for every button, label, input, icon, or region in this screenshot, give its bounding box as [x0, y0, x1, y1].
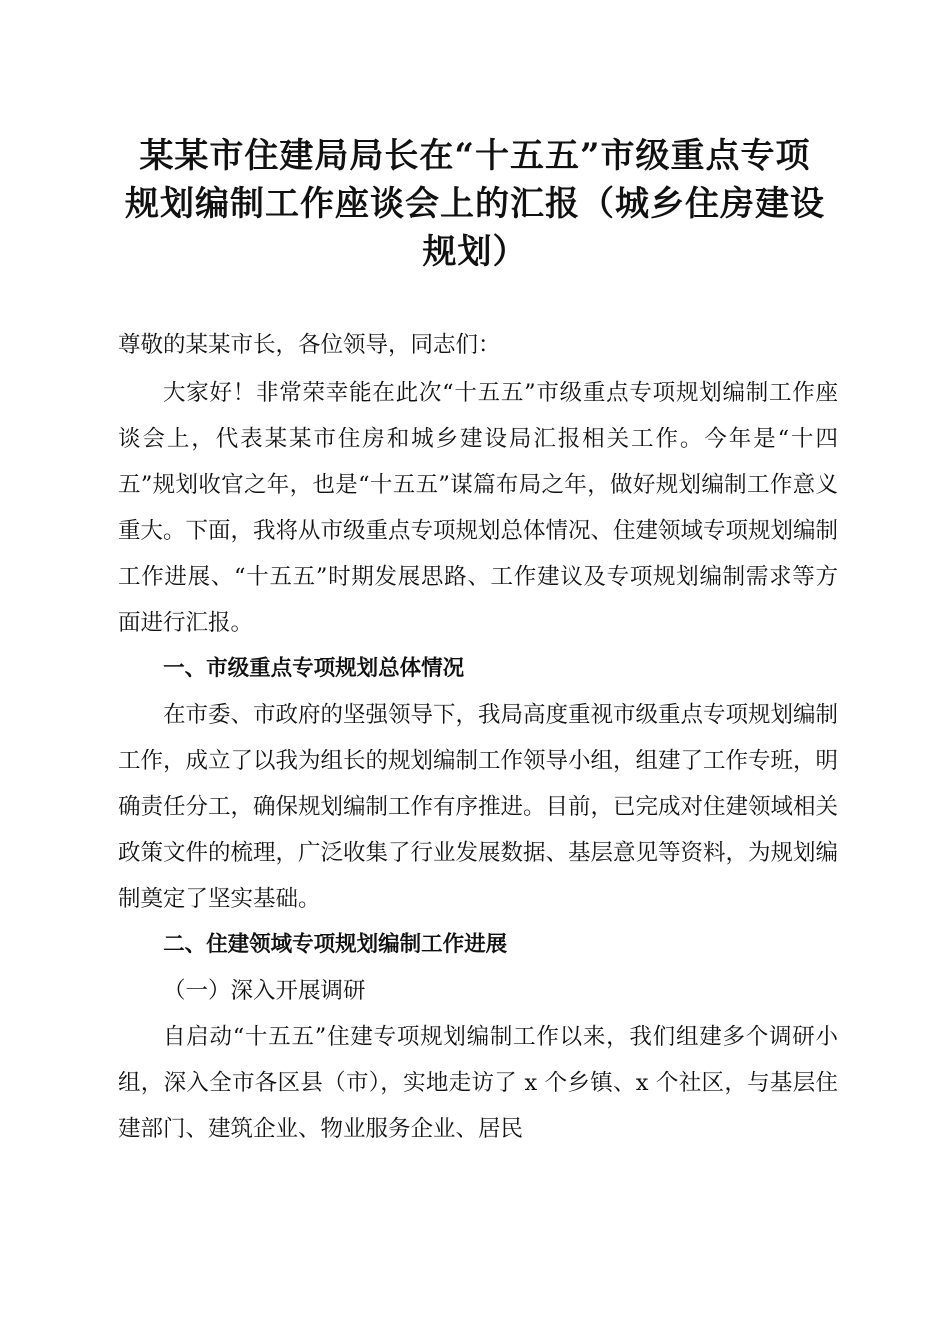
section-1-heading: 一、市级重点专项规划总体情况: [163, 656, 465, 681]
title-line-1: 某某市住建局局长在“十五五”市级重点专项: [139, 136, 811, 176]
document-title: [110, 132, 840, 276]
section-1-paragraph: 在市委、市政府的坚强领导下，我局高度重视市级重点专项规划编制工作，成立了以我为组长的规划编制工作领导小组，组建了工作专班，明确责任分工，确保规划编制工作有序推进。目前，已完成对住建领域相关政策文件的梳理，广泛收集了行业发展数据、基层意见等资料，为规划编制奠定了坚实基础。: [118, 702, 839, 912]
subsection-1-paragraph: 自启动“十五五”住建专项规划编制工作以来，我们组建多个调研小组，深入全市各区县（市），实地走访了 x 个乡镇、x 个社区，与基层住建部门、建筑企业、物业服务企业、居民: [118, 1024, 838, 1142]
document-body: [118, 322, 838, 1152]
intro-paragraph: 大家好！非常荣幸能在此次“十五五”市级重点专项规划编制工作座谈会上，代表某某市住房和城乡建设局汇报相关工作。今年是“十四五”规划收官之年，也是“十五五”谋篇布局之年，做好规划编制工作意义重大。下面，我将从市级重点专项规划总体情况、住建领域专项规划编制工作进展、“十五五”时期发展思路、工作建议及专项规划编制需求等方面进行汇报。: [118, 380, 839, 636]
section-2-heading: 二、住建领域专项规划编制工作进展: [163, 932, 508, 957]
title-line-2: 规划编制工作座谈会上的汇报（城乡住房建设: [125, 184, 825, 224]
title-line-3: 规划）: [422, 232, 528, 272]
subsection-1-heading: （一）深入开展调研: [163, 978, 366, 1004]
salutation: 尊敬的某某市长，各位领导，同志们：: [118, 332, 501, 358]
